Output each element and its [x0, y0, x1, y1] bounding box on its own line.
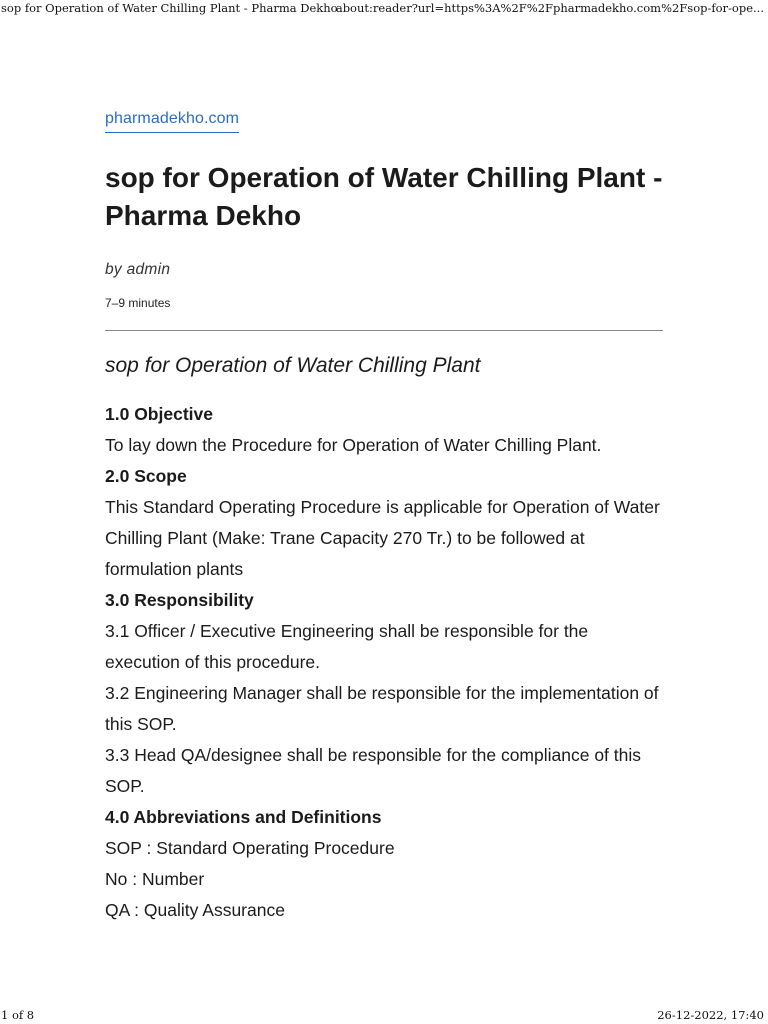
print-header-title: sop for Operation of Water Chilling Plant - Pharma Dekho: [1, 1, 338, 15]
paragraph: 3.2 Engineering Manager shall be responsible for the implementation of this SOP.: [105, 683, 659, 734]
print-header-url: about:reader?url=https%3A%2F%2Fpharmadekho.com%2Fsop-for-ope...: [335, 1, 764, 15]
section-heading: 3.0 Responsibility: [105, 590, 254, 610]
byline: by admin: [105, 261, 171, 278]
paragraph: SOP : Standard Operating Procedure: [105, 838, 395, 858]
print-header: [0, 0, 768, 18]
section-heading: 2.0 Scope: [105, 466, 187, 486]
print-datetime: 26-12-2022, 17:40: [657, 1008, 764, 1022]
page-number: 1 of 8: [1, 1008, 35, 1022]
paragraph: 3.3 Head QA/designee shall be responsible for the compliance of this SOP.: [105, 745, 642, 796]
reading-time: 7–9 minutes: [105, 296, 171, 310]
site-link[interactable]: pharmadekho.com: [105, 110, 239, 133]
article-content: [105, 351, 663, 926]
content-heading: sop for Operation of Water Chilling Plant: [105, 354, 481, 377]
header-divider: [105, 330, 663, 331]
paragraph: QA : Quality Assurance: [105, 900, 285, 920]
paragraph: To lay down the Procedure for Operation of Water Chilling Plant.: [105, 435, 602, 455]
print-footer: [0, 1008, 768, 1024]
reader-view: [105, 110, 663, 926]
section-heading: 4.0 Abbreviations and Definitions: [105, 807, 382, 827]
article-title: sop for Operation of Water Chilling Plant - Pharma Dekho: [105, 162, 663, 231]
section-heading: 1.0 Objective: [105, 404, 213, 424]
paragraph: No : Number: [105, 869, 205, 889]
paragraph: 3.1 Officer / Executive Engineering shall be responsible for the execution of this procedure.: [105, 621, 589, 672]
paragraph: This Standard Operating Procedure is applicable for Operation of Water Chilling Plant (Make: Trane Capacity 270 Tr.) to be followed at formulation plants: [105, 497, 660, 579]
